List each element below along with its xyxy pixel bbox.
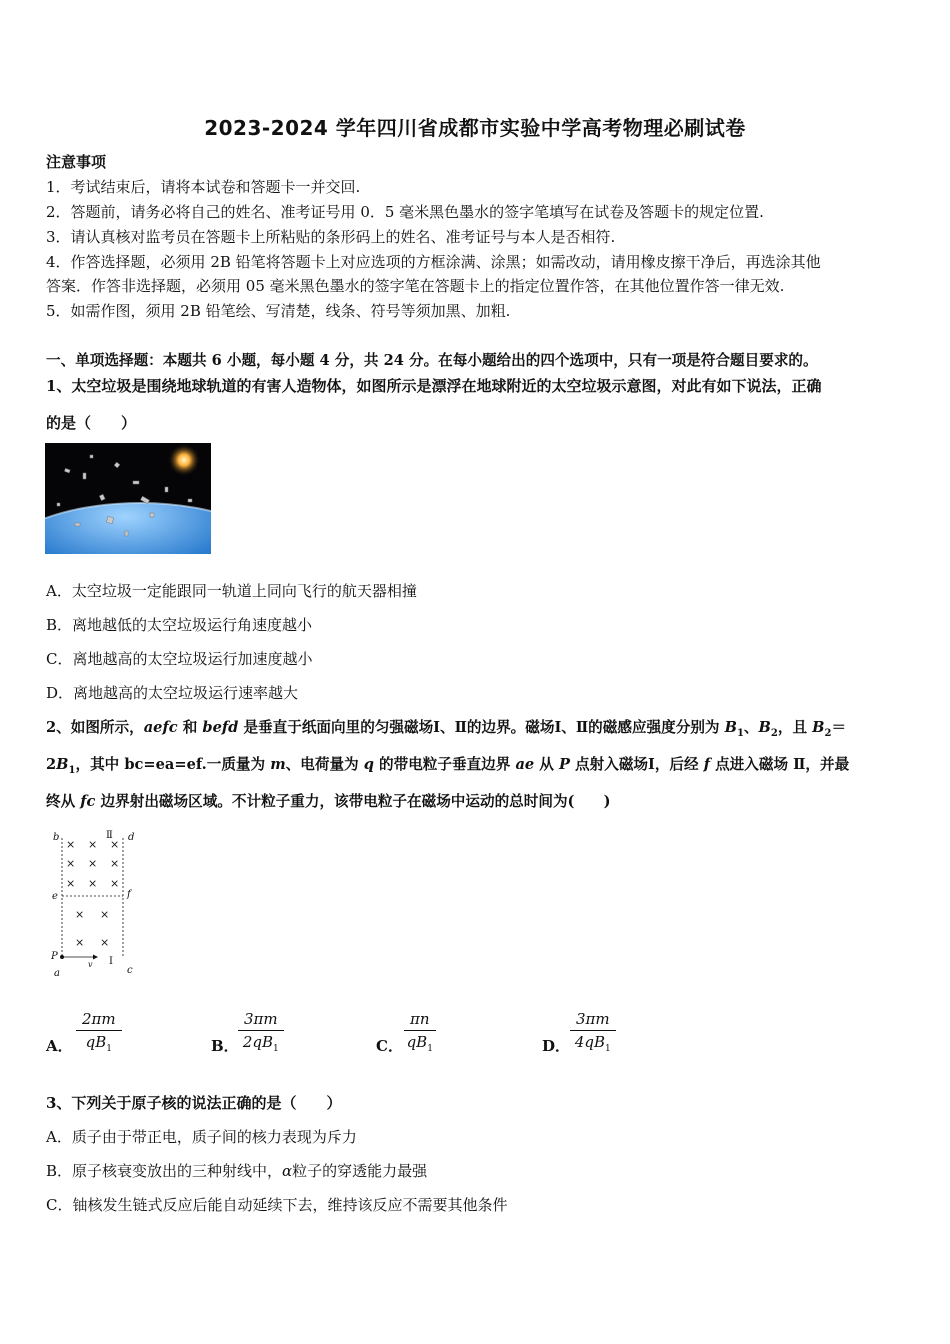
q1-stem-line1: 1、太空垃圾是围绕地球轨道的有害人造物体，如图所示是漂浮在地球附近的太空垃圾示意图，对此有如下说法，正确 [46,377,822,395]
q2-stem-line2: $2B_1$，其中 bc=ea=ef.一质量为 m、电荷量为 q 的带电粒子垂直边界 ae 从 P 点射入磁场Ⅰ，后经 f 点进入磁场 Ⅱ，并最 [46,756,850,776]
q2-choice-a-fraction: $\frac{2\pi m}{qB_1}$ [76,1010,122,1054]
q2-choice-b-fraction: $\frac{3\pi m}{2qB_1}$ [238,1010,284,1054]
field-cross: × [75,936,85,949]
q2-choice-a-label: A． [46,1037,73,1055]
label-c: c [127,965,133,976]
q2-stem-line1: 2、如图所示，aefc 和 befd 是垂直于纸面向里的匀强磁场Ⅰ、Ⅱ的边界。磁场Ⅰ、Ⅱ的磁感应强度分别为 $B_1$、$B_2$，且 $B_2=$ [46,719,847,739]
label-region1: Ⅰ [109,956,113,967]
q3-stem: 3、下列关于原子核的说法正确的是（ ） [46,1094,342,1112]
label-p: P [51,951,58,962]
field-cross: × [66,857,76,870]
q2-choice-b-label: B． [211,1037,239,1055]
notice-heading: 注意事项 [46,153,107,171]
field-cross: × [110,877,120,890]
label-b: b [53,832,60,843]
q3-option-c: C．铀核发生链式反应后能自动延续下去，维持该反应不需要其他条件 [46,1196,508,1214]
q2-choice-d-label: D． [542,1037,571,1055]
notice-item: 1．考试结束后，请将本试卷和答题卡一并交回. [46,178,361,196]
q2-choice-c-fraction: $\frac{\pi n}{qB_1}$ [404,1010,436,1054]
field-cross: × [88,857,98,870]
magnetic-field-figure [48,826,148,980]
field-cross: × [88,838,98,851]
notice-item: 3．请认真核对监考员在答题卡上所粘贴的条形码上的姓名、准考证号与本人是否相符. [46,228,616,246]
q1-stem-line2: 的是（ ） [46,414,137,432]
space-debris-image [45,443,211,554]
q2-choice-c-label: C． [376,1037,403,1055]
field-cross: × [110,838,120,851]
label-a: a [54,968,60,979]
field-cross: × [110,857,120,870]
label-f: f [127,889,131,900]
q2-choice-d-fraction: $\frac{3\pi m}{4qB_1}$ [570,1010,616,1054]
field-crosses-region2 [66,838,119,890]
label-d: d [128,832,135,843]
field-cross: × [100,908,110,921]
field-cross: × [88,877,98,890]
label-e: e [52,891,58,902]
field-cross: × [75,908,85,921]
field-cross: × [100,936,110,949]
q1-option-b: B．离地越低的太空垃圾运行角速度越小 [46,616,313,634]
q3-option-a: A．质子由于带正电，质子间的核力表现为斥力 [46,1128,357,1146]
notice-item: 答案．作答非选择题，必须用 05 毫米黑色墨水的签字笔在答题卡上的指定位置作答，在其他位置作答一律无效. [46,277,785,295]
section-heading: 一、单项选择题：本题共 6 小题，每小题 4 分，共 24 分。在每小题给出的四个选项中，只有一项是符合题目要求的。 [46,352,818,369]
label-v: v [88,960,93,969]
page-title: 2023-2024 学年四川省成都市实验中学高考物理必刷试卷 [204,116,746,140]
label-region2: Ⅱ [106,830,113,841]
arrow-head-icon [93,955,98,960]
alpha-symbol: α [282,1162,293,1180]
q1-option-a: A．太空垃圾一定能跟同一轨道上同向飞行的航天器相撞 [46,582,417,600]
q1-option-c: C．离地越高的太空垃圾运行加速度越小 [46,650,313,668]
field-crosses-region1 [75,908,109,949]
notice-item: 4．作答选择题，必须用 2B 铅笔将答题卡上对应选项的方框涂满、涂黑；如需改动，请用橡皮擦干净后，再选涂其他 [46,253,821,271]
notice-item: 2．答题前，请务必将自己的姓名、准考证号用 0．5 毫米黑色墨水的签字笔填写在试卷及答题卡的规定位置. [46,203,764,221]
q3-option-b: B．原子核衰变放出的三种射线中，α粒子的穿透能力最强 [46,1162,428,1180]
q1-option-d: D．离地越高的太空垃圾运行速率越大 [46,684,299,702]
field-cross: × [66,877,76,890]
notice-item: 5．如需作图，须用 2B 铅笔绘、写清楚，线条、符号等须加黑、加粗. [46,302,511,320]
field-cross: × [66,838,76,851]
q2-stem-line3: 终从 fc 边界射出磁场区域。不计粒子重力，该带电粒子在磁场中运动的总时间为( ) [46,793,611,810]
